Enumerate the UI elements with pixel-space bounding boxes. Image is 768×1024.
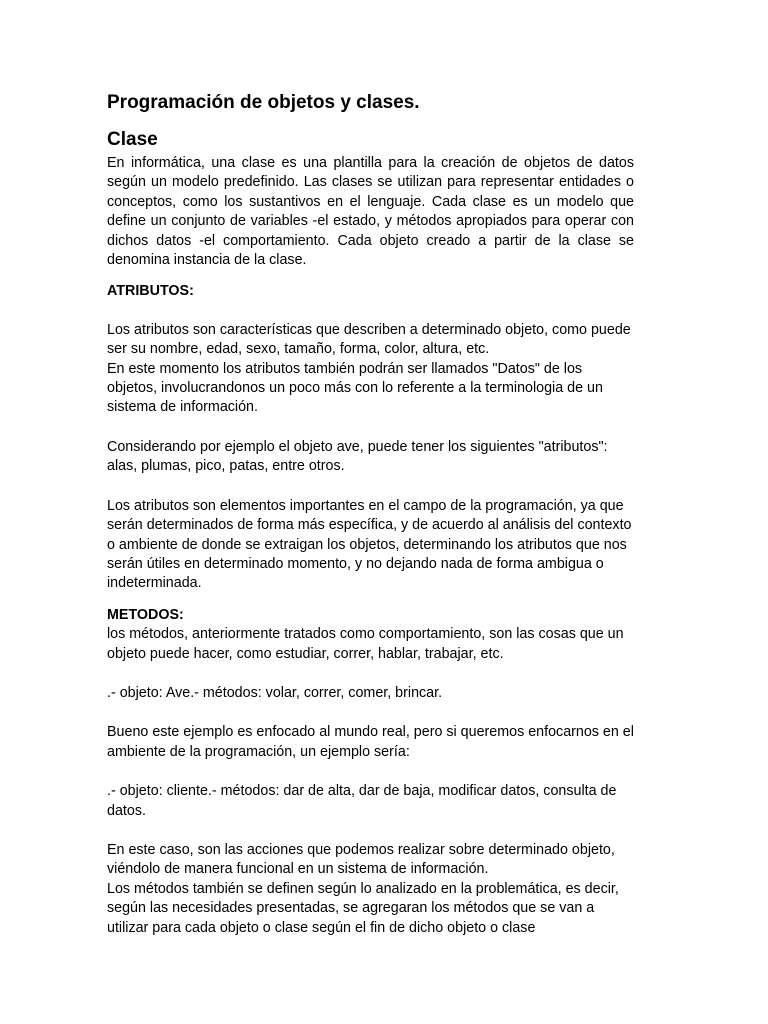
metodos-paragraph-6: Los métodos también se definen según lo analizado en la problemática, es decir, según las necesidades presentadas, se agregaran los métodos que se van a utilizar para cada objeto o clase según el fin de dicho objeto o clase <box>107 880 619 936</box>
atributos-paragraph-2: En este momento los atributos también podrán ser llamados "Datos" de los objetos, involucrandonos un poco más con lo referente a la terminologia de un sistema de información. <box>107 360 603 416</box>
atributos-paragraph-1: Los atributos son características que describen a determinado objeto, como puede ser su nombre, edad, sexo, tamaño, forma, color, altura, etc. <box>107 321 631 358</box>
spacer <box>107 762 634 782</box>
document-page <box>107 88 634 938</box>
section-title-clase: Clase <box>107 129 158 150</box>
spacer <box>107 703 634 723</box>
metodos-paragraph-1: los métodos, anteriormente tratados como comportamiento, son las cosas que un objeto puede hacer, como estudiar, correr, hablar, trabajar, etc. <box>107 626 624 662</box>
metodos-paragraph-5: En este caso, son las acciones que podemos realizar sobre determinado objeto, viéndolo de manera funcional en un sistema de información. <box>107 841 615 878</box>
metodos-paragraph-3: Bueno este ejemplo es enfocado al mundo real, pero si queremos enfocarnos en el ambiente de la programación, un ejemplo sería: <box>107 724 634 760</box>
metodos-paragraph-2: .- objeto: Ave.- métodos: volar, correr, comer, brincar. <box>107 684 443 701</box>
metodos-paragraph-4: .- objeto: cliente.- métodos: dar de alta, dar de baja, modificar datos, consulta de datos. <box>107 783 617 819</box>
atributos-paragraph-3: Considerando por ejemplo el objeto ave, puede tener los siguientes "atributos": alas, plumas, pico, patas, entre otros. <box>107 438 608 475</box>
spacer <box>107 821 634 841</box>
atributos-heading: ATRIBUTOS: <box>107 283 194 300</box>
spacer <box>107 594 634 606</box>
metodos-heading: METODOS: <box>107 606 184 623</box>
document-title: Programación de objetos y clases. <box>107 92 420 113</box>
spacer <box>107 418 634 438</box>
spacer <box>107 477 634 497</box>
spacer <box>107 302 634 321</box>
intro-paragraph: En informática, una clase es una plantilla para la creación de objetos de datos según un modelo predefinido. Las clases se utilizan para representar entidades o conceptos, como los sustantivos en el lenguaje. Cada clase es un modelo que define un conjunto de variables -el estado, y métodos apropiados para operar con dichos datos -el comportamiento. Cada objeto creado a partir de la clase se denomina instancia de la clase. <box>107 155 634 269</box>
spacer <box>107 270 634 282</box>
atributos-paragraph-4: Los atributos son elementos importantes en el campo de la programación, ya que serán determinados de forma más específica, y de acuerdo al análisis del contexto o ambiente de donde se extraigan los objetos, determinando los atributos que nos serán útiles en determinado momento, y no dejando nada de forma ambigua o indeterminada. <box>107 497 632 592</box>
spacer <box>107 664 634 684</box>
